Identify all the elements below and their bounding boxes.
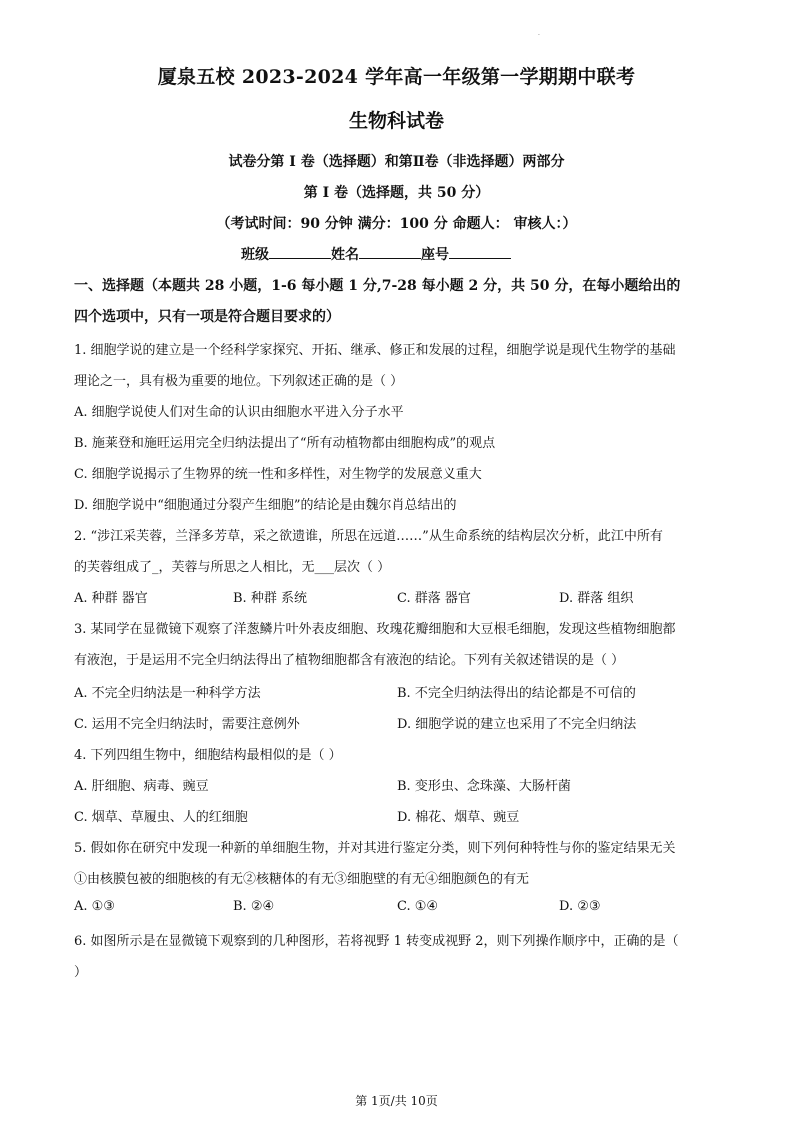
q3-option-d: D. 细胞学说的建立也采用了不完全归纳法 xyxy=(397,717,637,732)
name-label: 姓名 xyxy=(331,247,359,263)
q3-option-b: B. 不完全归纳法得出的结论都是不可信的 xyxy=(397,686,636,701)
exam-info: （考试时间：90 分钟 满分：100 分 命题人： 审核人：） xyxy=(216,216,577,232)
section-heading-line2: 四个选项中，只有一项是符合题目要求的） xyxy=(74,309,340,325)
q3-stem-line2: 有液泡，于是运用不完全归纳法得出了植物细胞都含有液泡的结论。下列有关叙述错误的是（ ） xyxy=(74,653,625,668)
q1-option-a: A. 细胞学说使人们对生命的认识由细胞水平进入分子水平 xyxy=(74,405,404,420)
exam-subject: 生物科试卷 xyxy=(348,110,444,132)
q2-stem-line1: 2. “涉江采芙蓉，兰泽多芳草，采之欲遗谁，所思在远道……”从生命系统的结构层次分析，此江中所有 xyxy=(74,529,663,544)
name-blank xyxy=(359,246,421,259)
student-info-line xyxy=(241,244,511,264)
section-heading-line1: 一、选择题（本题共 28 小题，1-6 每小题 1 分,7-28 每小题 2 分，共 50 分，在每小题给出的 xyxy=(74,278,681,294)
q3-stem-line1: 3. 某同学在显微镜下观察了洋葱鳞片叶外表皮细胞、玫瑰花瓣细胞和大豆根毛细胞，发现这些植物细胞都 xyxy=(74,622,676,637)
page-number: 第 1页/共 10页 xyxy=(355,1094,438,1108)
seat-blank xyxy=(449,246,511,259)
q2-option-a: A. 种群 器官 xyxy=(74,591,148,606)
q5-option-b: B. ②④ xyxy=(233,899,275,914)
q1-option-b: B. 施莱登和施旺运用完全归纳法提出了“所有动植物都由细胞构成”的观点 xyxy=(74,436,496,451)
class-blank xyxy=(269,246,331,259)
q5-stem-line2: ①由核膜包被的细胞核的有无②核糖体的有无③细胞壁的有无④细胞颜色的有无 xyxy=(74,872,530,887)
q5-option-d: D. ②③ xyxy=(559,899,601,914)
q1-option-c: C. 细胞学说揭示了生物界的统一性和多样性，对生物学的发展意义重大 xyxy=(74,467,482,482)
q4-option-c: C. 烟草、草履虫、人的红细胞 xyxy=(74,810,248,825)
q6-stem-line1: 6. 如图所示是在显微镜下观察到的几种图形，若将视野 1 转变成视野 2，则下列操作顺序中，正确的是（ xyxy=(74,934,679,949)
q4-option-d: D. 棉花、烟草、豌豆 xyxy=(397,810,520,825)
q4-option-b: B. 变形虫、念珠藻、大肠杆菌 xyxy=(397,779,571,794)
q1-stem-line1: 1. 细胞学说的建立是一个经科学家探究、开拓、继承、修正和发展的过程，细胞学说是现代生物学的基础 xyxy=(74,343,676,358)
q4-stem-line1: 4. 下列四组生物中，细胞结构最相似的是（ ） xyxy=(74,748,342,763)
decorative-dot: · xyxy=(538,32,540,39)
q2-stem-line2: 的芙蓉组成了_，芙蓉与所思之人相比，无___层次（ ） xyxy=(74,560,391,575)
q6-stem-line2: ） xyxy=(74,965,88,980)
q5-option-c: C. ①④ xyxy=(397,899,439,914)
q2-option-b: B. 种群 系统 xyxy=(233,591,307,606)
q5-stem-line1: 5. 假如你在研究中发现一种新的单细胞生物，并对其进行鉴定分类，则下列何种特性与你的鉴定结果无关 xyxy=(74,841,676,856)
seat-label: 座号 xyxy=(421,247,449,263)
q5-option-a: A. ①③ xyxy=(74,899,115,914)
q1-option-d: D. 细胞学说中“细胞通过分裂产生细胞”的结论是由魏尔肖总结出的 xyxy=(74,498,457,513)
paper-composition: 试卷分第 I 卷（选择题）和第Ⅱ卷（非选择题）两部分 xyxy=(228,154,565,170)
q2-option-d: D. 群落 组织 xyxy=(559,591,634,606)
q3-option-c: C. 运用不完全归纳法时，需要注意例外 xyxy=(74,717,300,732)
exam-title: 厦泉五校 2023-2024 学年高一年级第一学期期中联考 xyxy=(157,66,636,88)
q3-option-a: A. 不完全归纳法是一种科学方法 xyxy=(74,686,261,701)
class-label: 班级 xyxy=(241,247,269,263)
q4-option-a: A. 肝细胞、病毒、豌豆 xyxy=(74,779,209,794)
q2-option-c: C. 群落 器官 xyxy=(397,591,471,606)
q1-stem-line2: 理论之一，具有极为重要的地位。下列叙述正确的是（ ） xyxy=(74,374,404,389)
part-one-heading: 第 I 卷（选择题，共 50 分） xyxy=(303,185,490,201)
